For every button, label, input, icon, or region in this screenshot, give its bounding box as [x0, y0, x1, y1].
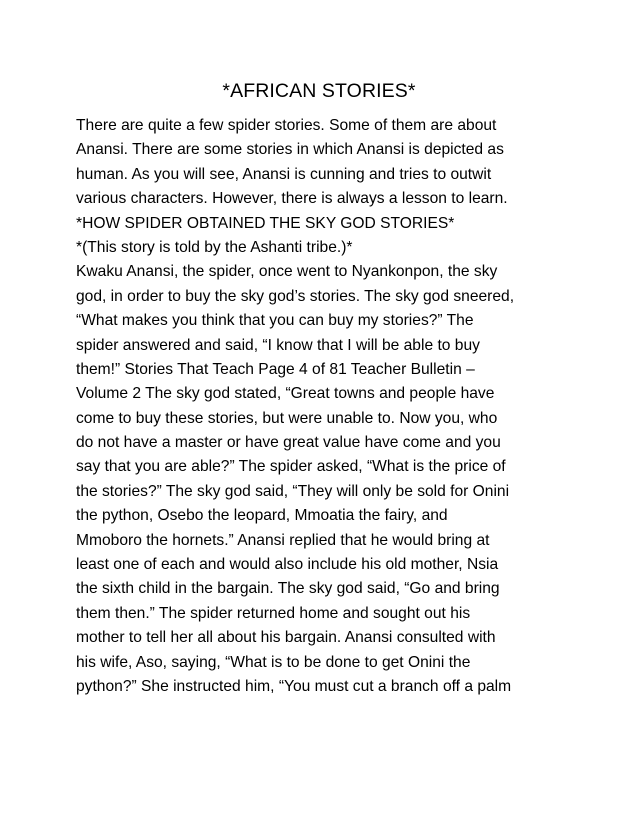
text-line: mother to tell her all about his bargain. Anansi consulted with — [76, 629, 496, 647]
text-line: say that you are able?” The spider asked, “What is the price of — [76, 458, 506, 476]
text-line: the python, Osebo the leopard, Mmoatia the fairy, and — [76, 507, 448, 525]
text-line: god, in order to buy the sky god’s stories. The sky god sneered, — [76, 287, 515, 305]
text-line: do not have a master or have great value have come and you — [76, 434, 501, 452]
text-line: Kwaku Anansi, the spider, once went to Nyankonpon, the sky — [76, 263, 498, 281]
text-line: them then.” The spider returned home and sought out his — [76, 604, 471, 622]
section-subheading: *(This story is told by the Ashanti tribe.)* — [76, 238, 353, 256]
text-line: “What makes you think that you can buy my stories?” The — [76, 312, 474, 330]
text-line: spider answered and said, “I know that I will be able to buy — [76, 336, 480, 354]
text-line: There are quite a few spider stories. Some of them are about — [76, 117, 497, 134]
text-line: Volume 2 The sky god stated, “Great towns and people have — [76, 385, 495, 403]
text-line: come to buy these stories, but were unable to. Now you, who — [76, 409, 498, 427]
document-title: *AFRICAN STORIES* — [222, 80, 416, 102]
text-line: the stories?” The sky god said, “They will only be sold for Onini — [76, 482, 510, 500]
text-line: his wife, Aso, saying, “What is to be done to get Onini the — [76, 653, 471, 671]
section-heading: *HOW SPIDER OBTAINED THE SKY GOD STORIES* — [76, 214, 455, 232]
text-line: Anansi. There are some stories in which Anansi is depicted as — [76, 141, 504, 159]
text-line: Mmoboro the hornets.” Anansi replied that he would bring at — [76, 531, 490, 549]
document-body — [76, 114, 636, 699]
text-line: various characters. However, there is always a lesson to learn. — [76, 190, 508, 208]
text-line: them!” Stories That Teach Page 4 of 81 Teacher Bulletin – — [76, 360, 475, 378]
text-line: least one of each and would also include his old mother, Nsia — [76, 556, 499, 574]
text-line: human. As you will see, Anansi is cunning and tries to outwit — [76, 165, 492, 183]
text-line: python?” She instructed him, “You must cut a branch off a palm — [76, 677, 512, 695]
text-line: the sixth child in the bargain. The sky god said, “Go and bring — [76, 580, 500, 598]
